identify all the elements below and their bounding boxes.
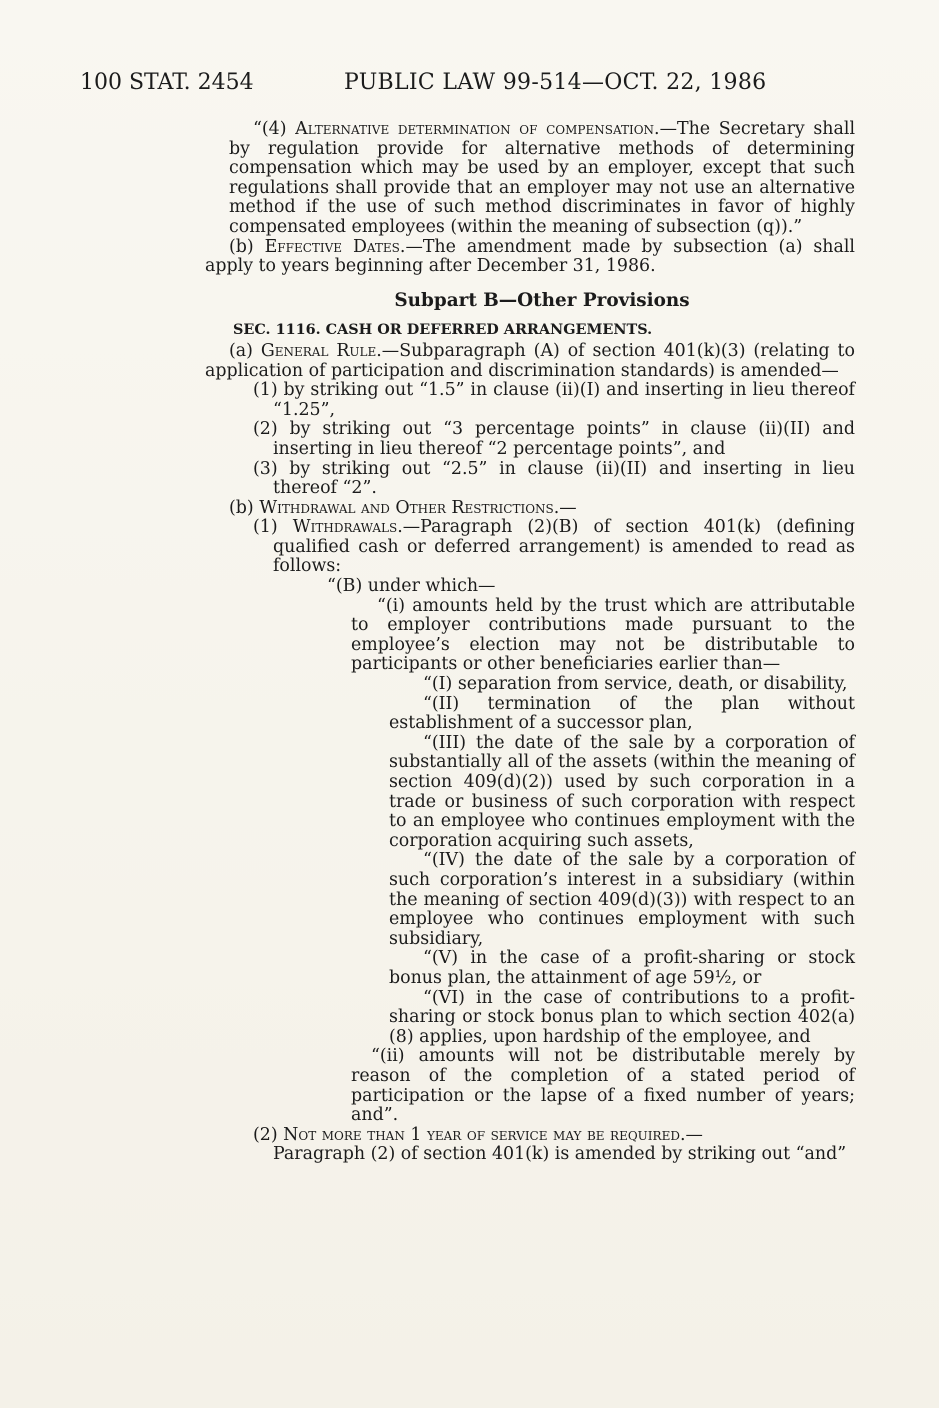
- paragraph-text: —Paragraph (2)(B) of section 401(k) (defining qualified cash or deferred arrangement) is amended to read as follows:: [273, 517, 855, 577]
- amendment-item-1: (1) by striking out “1.5” in clause (ii)(I) and inserting in lieu thereof “1.25”,: [253, 380, 855, 420]
- paragraph-label: (2): [253, 1124, 284, 1145]
- subsection-label: (b): [229, 497, 260, 518]
- subsection-text: —The amendment made by subsection (a) shall apply to years beginning after December 31, 1986.: [205, 236, 855, 277]
- paragraph-heading: Withdrawals.: [292, 517, 403, 538]
- subsection-heading: Effective Dates.: [264, 236, 406, 257]
- subsection-heading: General Rule.: [260, 340, 382, 361]
- subsection-a-general-rule: [205, 342, 855, 381]
- subclause-V: “(V) in the case of a profit-sharing or stock bonus plan, the attainment of age 59½, or: [389, 948, 855, 988]
- clause-i: “(i) amounts held by the trust which are attributable to employer contributions made pursuant to the employee’s election may not be distributable to participants or other beneficiaries earlier than—: [351, 595, 855, 675]
- paragraph-heading: Alternative determination of compensation.: [295, 119, 660, 139]
- subsection-label: (a): [229, 340, 261, 361]
- subpart-title: Subpart B—Other Provisions: [394, 289, 690, 311]
- subclause-VI: “(VI) in the case of contributions to a profit-sharing or stock bonus plan to which section 402(a)(8) applies, upon hardship of the employee, and: [389, 987, 855, 1047]
- clause-ii: “(ii) amounts will not be distributable merely by reason of the completion of a stated period of participation or the lapse of a fixed number of years; and”.: [351, 1046, 855, 1126]
- subsection-heading: Withdrawal and Other Restrictions.: [259, 497, 560, 518]
- subparagraph-B: “(B) under which—: [327, 576, 496, 597]
- subsection-b-effective-dates: [205, 238, 855, 277]
- paragraph-heading: Not more than 1 year of service may be required.: [283, 1124, 686, 1145]
- subclause-I: “(I) separation from service, death, or disability,: [423, 674, 848, 695]
- paragraph-2-service: [229, 1126, 855, 1146]
- subsection-b-withdrawal: [205, 499, 855, 519]
- statute-page-reference: 100 STAT. 2454: [80, 70, 254, 95]
- subsection-label: (b): [229, 236, 265, 257]
- subclause-III: “(III) the date of the sale by a corporation of substantially all of the assets (within the meaning of section 409(d)(2)) used by such corporation in a trade or business of such corporation with respect to an employee who continues employment with the corporation acquiring such assets,: [389, 732, 855, 851]
- section-title: SEC. 1116. CASH OR DEFERRED ARRANGEMENTS.: [233, 321, 653, 339]
- amendment-item-3: (3) by striking out “2.5” in clause (ii)(II) and inserting in lieu thereof “2”.: [253, 458, 855, 499]
- paragraph-text: —The Secretary shall by regulation provide for alternative methods of determining compensation which may be used by an employer, except that such regulations shall provide that an employer may not use an alternative method if the use of such method discriminates in favor of highly compensated employees (within the meaning of subsection (q)).”: [229, 119, 856, 237]
- paragraph-4: [229, 120, 855, 238]
- subclause-II: “(II) termination of the plan without establishment of a successor plan,: [389, 693, 855, 734]
- paragraph-dash: —: [685, 1124, 703, 1145]
- paragraph-label: (1): [253, 517, 293, 538]
- public-law-reference: PUBLIC LAW 99-514—OCT. 22, 1986: [344, 70, 767, 95]
- subsection-text: —Subparagraph (A) of section 401(k)(3) (relating to application of participation and discrimination standards) is amended—: [205, 340, 855, 381]
- statute-body: [205, 119, 856, 1165]
- paragraph-2-text: Paragraph (2) of section 401(k) is amended by striking out “and”: [273, 1144, 847, 1165]
- paragraph-label: “(4): [253, 119, 296, 139]
- subsection-dash: —: [559, 497, 577, 518]
- amendment-item-2: (2) by striking out “3 percentage points” in clause (ii)(II) and inserting in lieu thereof “2 percentage points”, and: [253, 419, 855, 459]
- page-header: [80, 70, 860, 106]
- paragraph-1-withdrawals: [229, 518, 855, 577]
- subclause-IV: “(IV) the date of the sale by a corporation of such corporation’s interest in a subsidiary (within the meaning of section 409(d)(3)) with respect to an employee who continues employment with such subsidiary,: [389, 850, 855, 949]
